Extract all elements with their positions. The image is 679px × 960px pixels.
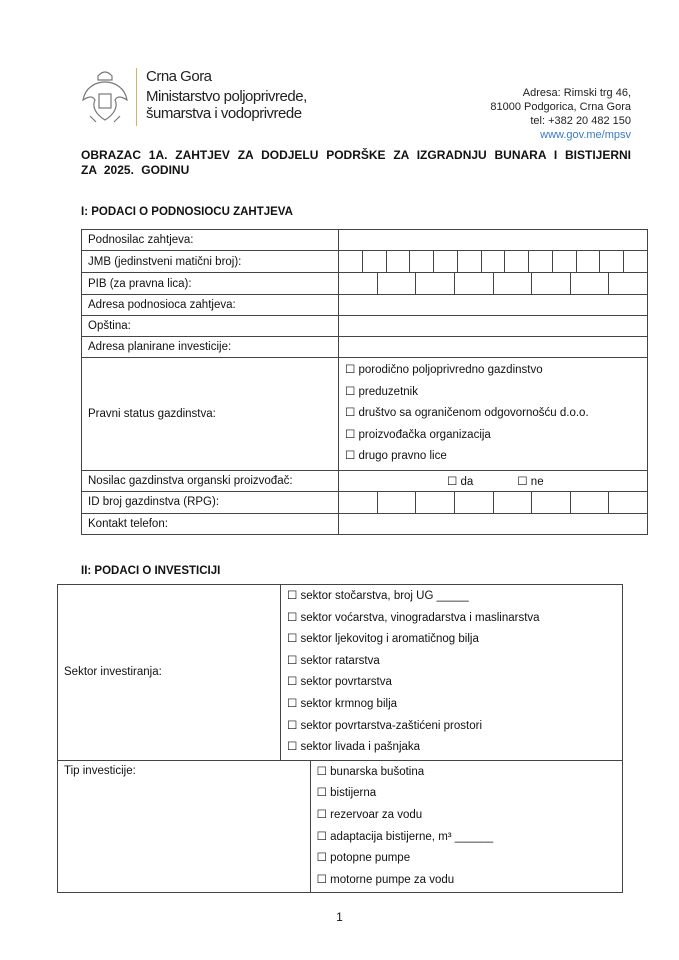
table-row: [82, 337, 648, 358]
applicant-name-field[interactable]: [339, 230, 648, 251]
website-link[interactable]: www.gov.me/mpsv: [540, 129, 631, 141]
ministry-line-2: šumarstva i vodoprivrede: [146, 105, 302, 122]
section-2-heading: II: PODACI O INVESTICIJI: [81, 565, 221, 577]
checkbox-option[interactable]: ☐ sektor ratarstva: [287, 654, 380, 667]
rpg-id-field[interactable]: [339, 491, 648, 513]
checkbox-option[interactable]: ☐ proizvođačka organizacija: [345, 428, 491, 441]
checkbox-option[interactable]: ☐ bistijerna: [316, 787, 377, 800]
form-title: OBRAZAC 1A. ZAHTJEV ZA DODJELU PODRŠKE ZA IZGRADNJU BUNARA I BISTIJERNI ZA 2025. GODINU: [81, 148, 631, 177]
ministry-name: [146, 68, 307, 122]
checkbox-option[interactable]: ☐ preduzetnik: [345, 385, 418, 398]
legal-status-options: [339, 358, 648, 471]
checkbox-option[interactable]: ☐ sektor voćarstva, vinogradarstva i maslinarstva: [287, 611, 540, 624]
table-row: [82, 251, 648, 273]
checkbox-option[interactable]: ☐ potopne pumpe: [316, 852, 411, 865]
address-street: Adresa: Rimski trg 46,: [522, 87, 631, 99]
table-row: [82, 513, 648, 534]
table-row: [82, 316, 648, 337]
checkbox-option[interactable]: ☐ sektor livada i pašnjaka: [287, 741, 421, 754]
organic-no-checkbox[interactable]: ☐ ne: [517, 475, 544, 488]
field-label: Podnosilac zahtjeva:: [82, 230, 339, 251]
jmb-field[interactable]: [339, 251, 648, 273]
organic-options: [339, 470, 648, 491]
field-label: Pravni status gazdinstva:: [82, 358, 339, 471]
table-row: [58, 585, 623, 761]
checkbox-option[interactable]: ☐ sektor krmnog bilja: [287, 697, 398, 710]
header-divider: [136, 68, 137, 126]
address-block: [490, 86, 631, 142]
ministry-line-1: Ministarstvo poljoprivrede,: [146, 88, 307, 105]
phone-field[interactable]: [339, 513, 648, 534]
field-label: Kontakt telefon:: [82, 513, 339, 534]
table-row: [82, 491, 648, 513]
checkbox-option[interactable]: ☐ sektor povrtarstva: [287, 676, 392, 689]
municipality-field[interactable]: [339, 316, 648, 337]
checkbox-option[interactable]: ☐ bunarska bušotina: [316, 765, 425, 778]
checkbox-option[interactable]: ☐ sektor ljekovitog i aromatičnog bilja: [287, 633, 479, 646]
table-row: [82, 470, 648, 491]
field-label: Adresa planirane investicije:: [82, 337, 339, 358]
address-phone: tel: +382 20 482 150: [530, 115, 631, 127]
field-label: JMB (jedinstveni matični broj):: [82, 251, 339, 273]
checkbox-option[interactable]: ☐ sektor stočarstva, broj UG _____: [287, 590, 469, 602]
checkbox-option[interactable]: ☐ drugo pravno lice: [345, 450, 447, 463]
investment-table: [57, 584, 623, 893]
page-number: 1: [336, 910, 343, 924]
checkbox-option[interactable]: ☐ rezervoar za vodu: [316, 808, 423, 821]
investment-address-field[interactable]: [339, 337, 648, 358]
checkbox-option[interactable]: ☐ adaptacija bistijerne, m³ ______: [316, 830, 494, 843]
field-label: Sektor investiranja:: [58, 585, 281, 761]
address-city: 81000 Podgorica, Crna Gora: [490, 101, 631, 113]
checkbox-option[interactable]: ☐ motorne pumpe za vodu: [316, 873, 455, 886]
field-label: Opština:: [82, 316, 339, 337]
table-row: [82, 295, 648, 316]
field-label: PIB (za pravna lica):: [82, 273, 339, 295]
coat-of-arms-logo: [80, 66, 130, 126]
field-label: ID broj gazdinstva (RPG):: [82, 491, 339, 513]
table-row: [82, 273, 648, 295]
applicant-address-field[interactable]: [339, 295, 648, 316]
country-name: Crna Gora: [146, 68, 212, 85]
field-label: Nosilac gazdinstva organski proizvođač:: [82, 470, 339, 491]
checkbox-option[interactable]: ☐ sektor povrtarstva-zaštićeni prostori: [287, 719, 483, 732]
checkbox-option[interactable]: ☐ porodično poljoprivredno gazdinstvo: [345, 364, 543, 376]
investment-type-options: [310, 760, 622, 893]
field-label: Adresa podnosioca zahtjeva:: [82, 295, 339, 316]
table-row: [82, 230, 648, 251]
table-row: [82, 358, 648, 471]
organic-yes-checkbox[interactable]: ☐ da: [447, 475, 474, 488]
checkbox-option[interactable]: ☐ društvo sa ograničenom odgovornošću d.o.o.: [345, 407, 589, 420]
applicant-table: [81, 229, 648, 535]
sector-options: [281, 585, 623, 761]
table-row: [58, 760, 623, 893]
field-label: Tip investicije:: [58, 760, 311, 893]
pib-field[interactable]: [339, 273, 648, 295]
section-1-heading: I: PODACI O PODNOSIOCU ZAHTJEVA: [81, 206, 293, 218]
